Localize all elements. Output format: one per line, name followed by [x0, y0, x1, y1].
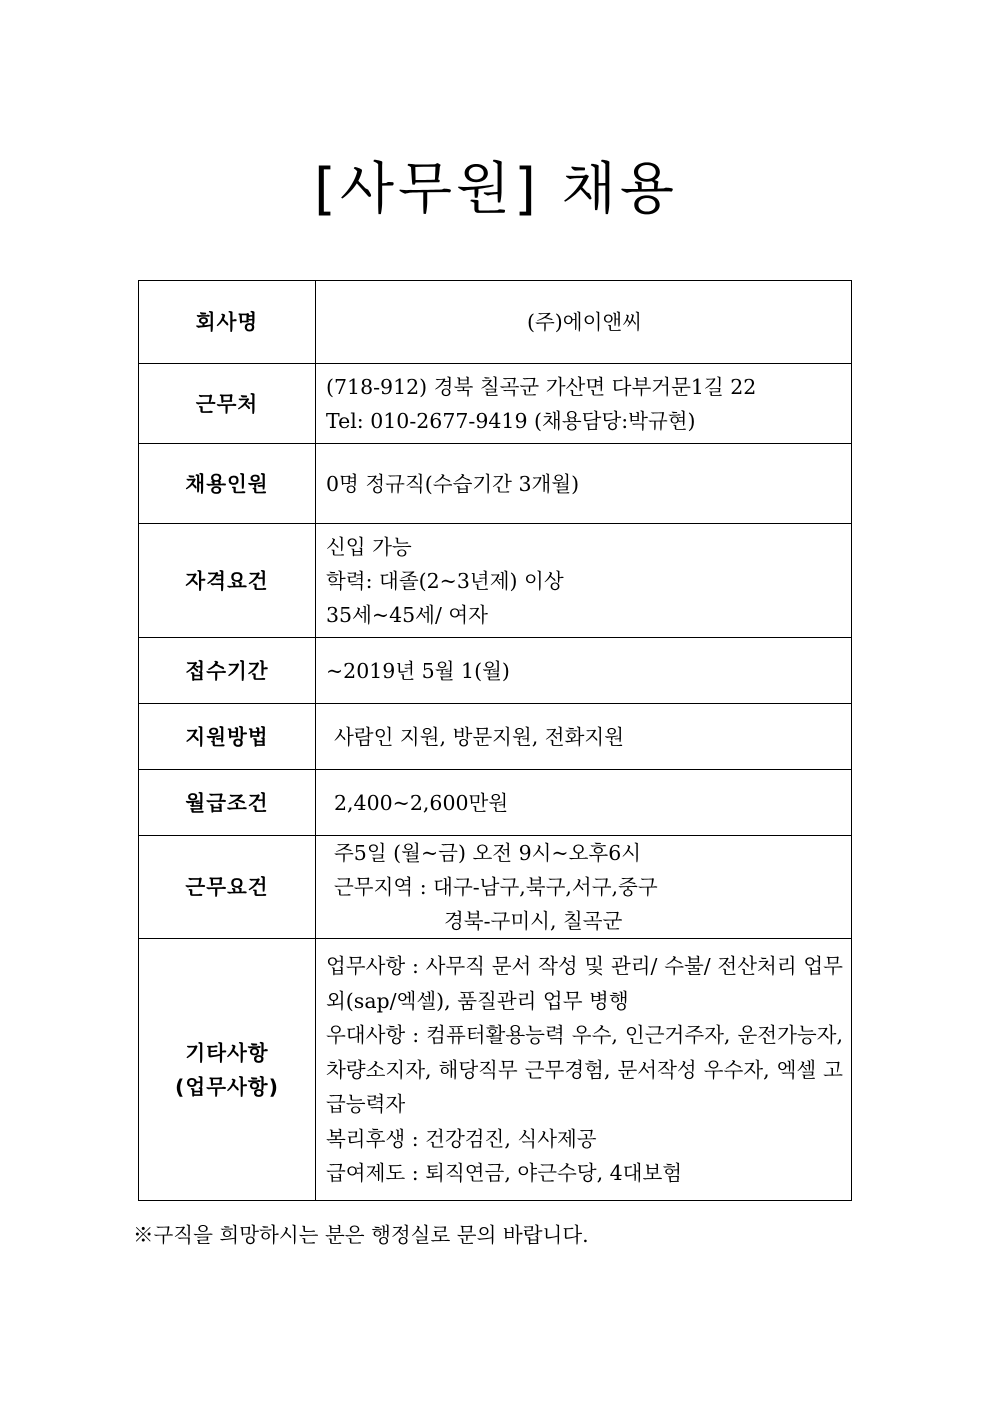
other-label-line1: 기타사항 [185, 1040, 269, 1065]
table-row-headcount [139, 444, 852, 524]
table-row-company [139, 281, 852, 364]
conditions-label: 근무요건 [139, 836, 316, 939]
other-label [139, 939, 316, 1201]
table-row-qualifications [139, 524, 852, 638]
headcount-label: 채용인원 [139, 444, 316, 524]
qualification-line: 학력: 대졸(2~3년제) 이상 [326, 568, 564, 593]
job-posting-table [138, 280, 852, 1201]
qualification-line: 신입 가능 [326, 534, 412, 559]
page-title: [사무원] 채용 [314, 157, 678, 222]
other-label-line2: (업무사항) [175, 1074, 279, 1099]
company-value: (주)에이앤씨 [316, 281, 852, 364]
workplace-label: 근무처 [139, 364, 316, 444]
company-label: 회사명 [139, 281, 316, 364]
table-row-conditions [139, 836, 852, 939]
footer-note: ※구직을 희망하시는 분은 행정실로 문의 바랍니다. [133, 1223, 589, 1247]
workplace-value [316, 364, 852, 444]
other-value [316, 939, 852, 1201]
qualifications-value [316, 524, 852, 638]
workplace-address: (718-912) 경북 칠곡군 가산면 다부거문1길 22 [326, 374, 757, 399]
table-row-method [139, 704, 852, 770]
conditions-region-daegu: 근무지역 : 대구-남구,북구,서구,중구 [334, 875, 658, 899]
conditions-region-gyeongbuk: 경북-구미시, 칠곡군 [444, 909, 623, 933]
table-row-workplace [139, 364, 852, 444]
salary-value [316, 770, 852, 836]
other-preferences: 우대사항 : 컴퓨터활용능력 우수, 인근거주자, 운전가능자, 차량소지자, 해당직무 근무경험, 문서작성 우수자, 엑셀 고급능력자 [326, 1023, 843, 1117]
table-row-period [139, 638, 852, 704]
period-label: 접수기간 [139, 638, 316, 704]
other-duties: 업무사항 : 사무직 문서 작성 및 관리/ 수불/ 전산처리 업무 외(sap/엑셀), 품질관리 업무 병행 [326, 954, 843, 1013]
method-text: 사람인 지원, 방문지원, 전화지원 [334, 724, 625, 749]
salary-text: 2,400~2,600만원 [334, 790, 509, 815]
qualifications-label: 자격요건 [139, 524, 316, 638]
qualification-line: 35세~45세/ 여자 [326, 602, 488, 627]
other-pay-system: 급여제도 : 퇴직연금, 야근수당, 4대보험 [326, 1160, 683, 1185]
period-value: ~2019년 5월 1(월) [316, 638, 852, 704]
method-value [316, 704, 852, 770]
table-row-other [139, 939, 852, 1201]
workplace-tel: Tel: 010-2677-9419 (채용담당:박규현) [326, 408, 696, 433]
method-label: 지원방법 [139, 704, 316, 770]
conditions-schedule: 주5일 (월~금) 오전 9시~오후6시 [334, 841, 642, 865]
salary-label: 월급조건 [139, 770, 316, 836]
conditions-value [316, 836, 852, 939]
table-row-salary [139, 770, 852, 836]
headcount-value: 0명 정규직(수습기간 3개월) [316, 444, 852, 524]
other-welfare: 복리후생 : 건강검진, 식사제공 [326, 1126, 597, 1151]
